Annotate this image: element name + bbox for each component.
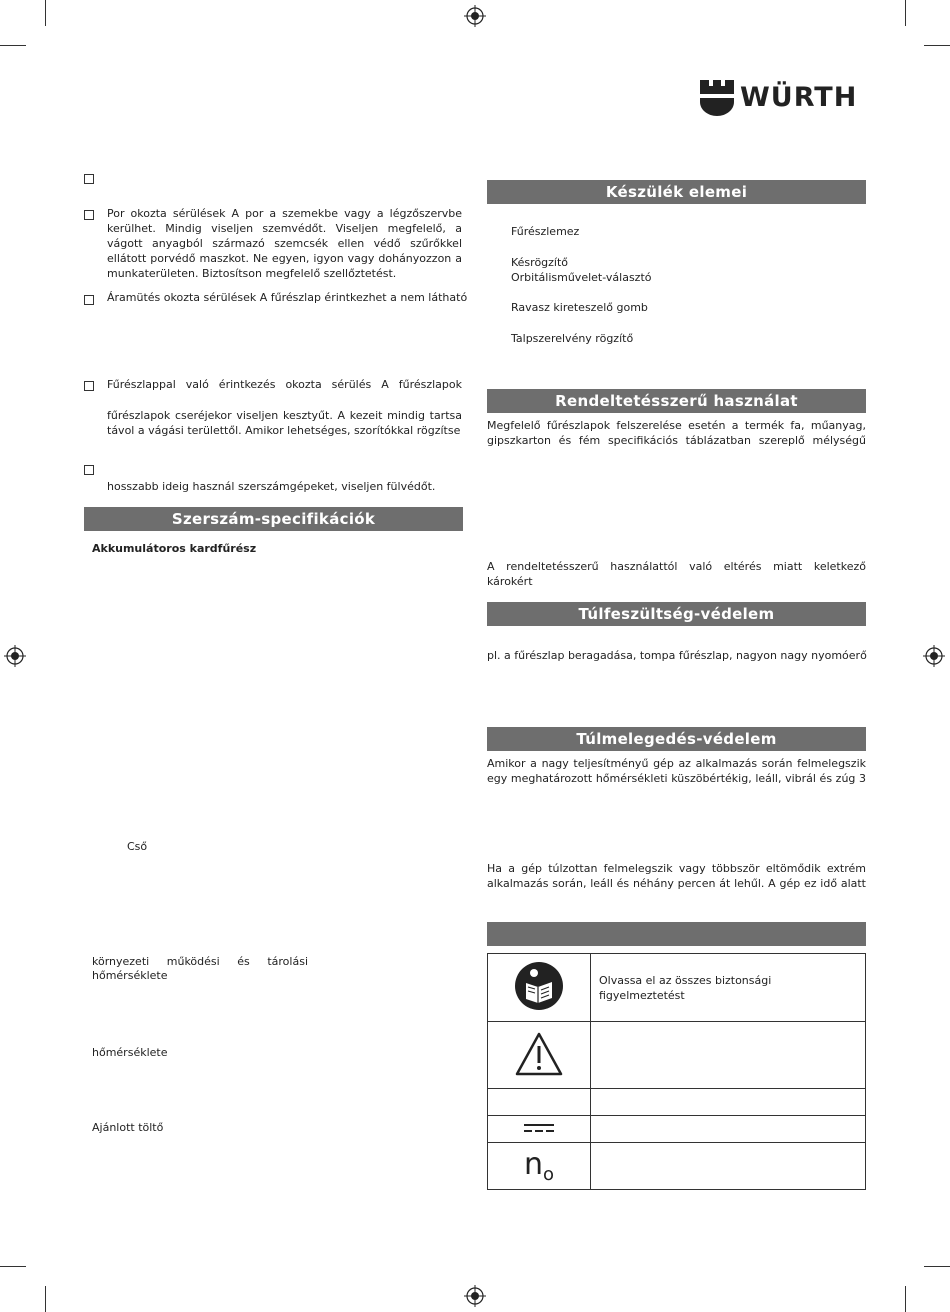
symbol-cell	[488, 954, 591, 1022]
spec-label-temp: hőmérséklete	[92, 1046, 168, 1059]
symbol-cell	[488, 1143, 591, 1190]
table-row	[488, 1116, 866, 1143]
crop-mark	[924, 1266, 950, 1267]
crop-mark	[924, 45, 950, 46]
registration-mark-icon	[464, 1285, 486, 1307]
spec-product-name: Akkumulátoros kardfűrész	[92, 542, 257, 555]
overload-text: pl. a fűrészlap beragadása, tompa fűrészlap, nagyon nagy nyomóerő	[487, 649, 867, 662]
symbol-description	[591, 1143, 866, 1190]
crop-mark	[45, 0, 46, 26]
brand-logo	[700, 80, 870, 116]
crop-mark	[0, 45, 26, 46]
read-manual-icon	[514, 961, 564, 1011]
symbol-cell	[488, 1022, 591, 1089]
part-item: Ravasz kireteszelő gomb	[511, 301, 648, 314]
warning-blade-line2: fűrészlapok cseréjekor viseljen kesztyűt. A kezeit mindig tartsa távol a vágási területtől. Amikor lehetséges, szorítókkal rögzítse	[107, 409, 462, 437]
wurth-logo-icon	[700, 80, 734, 116]
symbol-description	[591, 1089, 866, 1116]
table-row	[488, 1022, 866, 1089]
speed-symbol-subscript: o	[543, 1164, 555, 1185]
crop-mark	[905, 0, 906, 26]
overheat-text-2: Ha a gép túlzottan felmelegszik vagy többször eltömődik extrém alkalmazás során, leáll és néhány percen át lehűl. A gép ez idő alatt	[487, 862, 866, 890]
part-item: Fűrészlemez	[511, 225, 580, 238]
section-header-specs: Szerszám-specifikációk	[84, 507, 463, 531]
symbol-cell	[488, 1089, 591, 1116]
checkbox-bullet	[84, 210, 94, 220]
section-header-parts: Készülék elemei	[487, 180, 866, 204]
section-header-symbols	[487, 922, 866, 946]
table-row	[488, 1089, 866, 1116]
direct-current-icon	[524, 1122, 554, 1134]
warning-triangle-icon	[514, 1031, 564, 1077]
symbol-description	[591, 1116, 866, 1143]
warning-noise: hosszabb ideig használ szerszámgépeket, viseljen fülvédőt.	[107, 480, 436, 493]
symbol-description	[591, 1022, 866, 1089]
crop-mark	[0, 1266, 26, 1267]
symbols-table	[487, 953, 866, 1190]
section-header-overheat: Túlmelegedés-védelem	[487, 727, 866, 751]
part-item: Talpszerelvény rögzítő	[511, 332, 634, 345]
spec-label-tube: Cső	[127, 840, 148, 853]
spec-label-ambient-2: hőmérséklete	[92, 969, 168, 982]
checkbox-bullet	[84, 381, 94, 391]
section-header-overload: Túlfeszültség-védelem	[487, 602, 866, 626]
crop-mark	[45, 1286, 46, 1312]
part-item: Orbitálisművelet-választó	[511, 271, 652, 284]
table-row	[488, 954, 866, 1022]
checkbox-bullet	[84, 295, 94, 305]
warning-electric: Áramütés okozta sérülések A fűrészlap érintkezhet a nem látható	[107, 291, 468, 304]
spec-label-charger: Ajánlott töltő	[92, 1121, 164, 1134]
checkbox-bullet	[84, 465, 94, 475]
brand-name: WÜRTH	[740, 82, 858, 113]
warning-blade-line1: Fűrészlappal való érintkezés okozta sérülés A fűrészlapok	[107, 378, 462, 391]
symbol-cell	[488, 1116, 591, 1143]
section-header-intended-use: Rendeltetésszerű használat	[487, 389, 866, 413]
registration-mark-icon	[4, 645, 26, 667]
checkbox-bullet	[84, 174, 94, 184]
registration-mark-icon	[923, 645, 945, 667]
symbol-text: Olvassa el az összes biztonsági figyelmeztetést	[599, 974, 772, 1002]
part-item: Késrögzítő	[511, 256, 569, 269]
overheat-text: Amikor a nagy teljesítményű gép az alkalmazás során felmelegszik egy meghatározott hőmérsékleti küszöbértékig, leáll, vibrál és zúg 3	[487, 757, 866, 785]
registration-mark-icon	[464, 5, 486, 27]
table-row	[488, 1143, 866, 1190]
intended-use-text-2: A rendeltetésszerű használattól való eltérés miatt keletkező károkért	[487, 560, 866, 588]
symbol-description	[591, 954, 866, 1022]
speed-symbol: n	[523, 1147, 543, 1182]
intended-use-text: Megfelelő fűrészlapok felszerelése esetén a termék fa, műanyag, gipszkarton és fém specifikációs táblázatban szereplő mélységű	[487, 419, 866, 447]
crop-mark	[905, 1286, 906, 1312]
spec-label-ambient: környezeti működési és tárolási	[92, 955, 308, 968]
no-load-speed-icon	[523, 1147, 555, 1185]
warning-dust: Por okozta sérülések A por a szemekbe vagy a légzőszervbe kerülhet. Mindig viseljen szemvédőt. Viseljen megfelelő, a vágott anyagból származó szemcsék ellen védő szűrőkkel ellátott porvédő maszkot. Ne egyen, igyon vagy dohányozzon a munkaterületen. Biztosítson megfelelő szellőztetést.	[107, 207, 462, 280]
